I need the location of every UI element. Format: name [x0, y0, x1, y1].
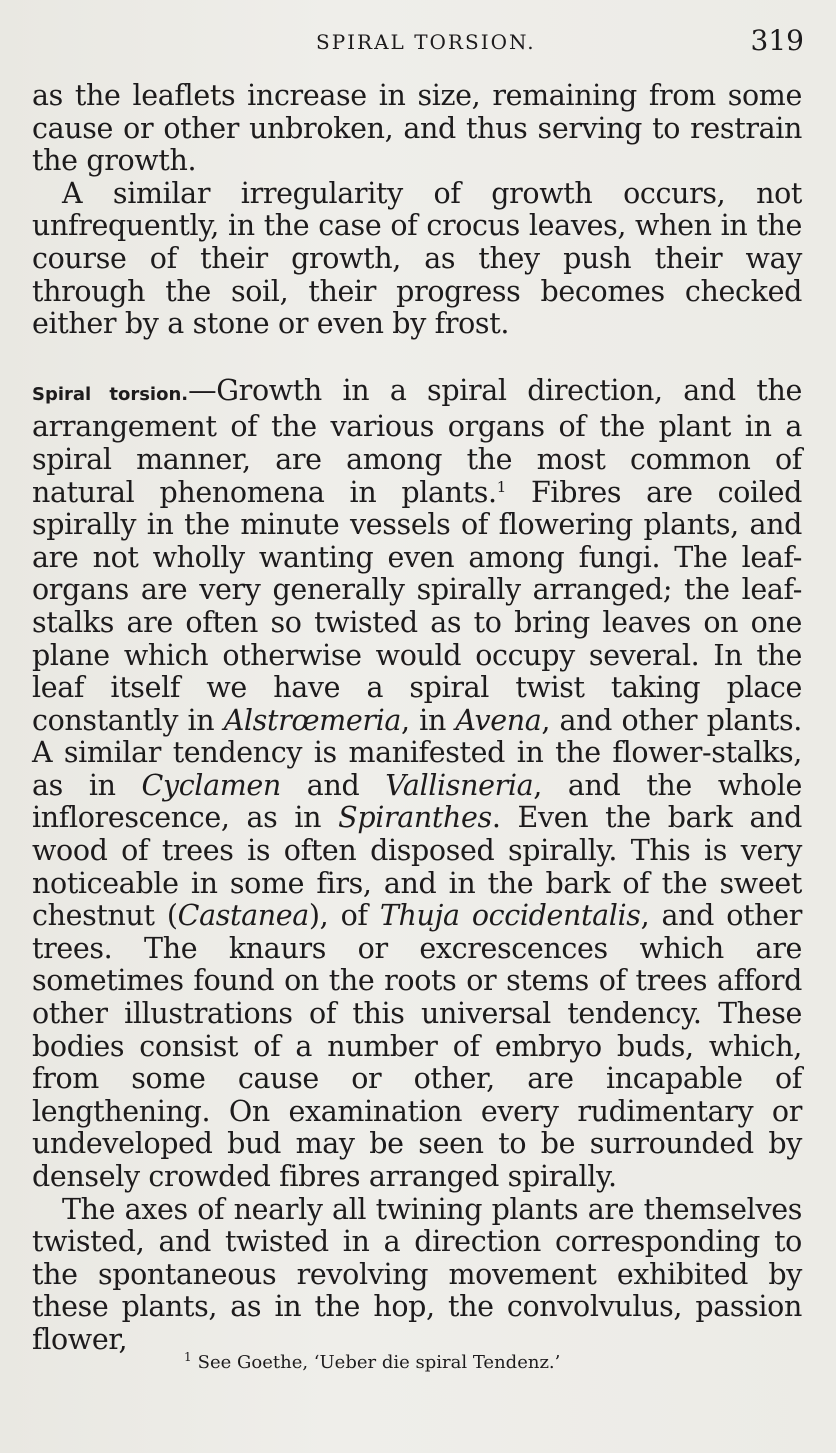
text-run: Fibres are coiled spirally in the minute vessels of flowering plants, and are not wholly wanting even among fungi. The leaf-organs are very generally spirally arranged; the leaf-stalks are often so twisted as to bring leaves on one plane which otherwise would occupy several. In the leaf itself we have a spiral twist taking place constantly in — [32, 475, 802, 737]
italic-term: Cyclamen — [141, 768, 281, 802]
text-run: , and the whole inflorescence, as in — [32, 768, 802, 835]
section-label: Spiral torsion. — [32, 383, 189, 405]
text-run: , and other plants. A similar tendency is manifested in the flower-stalks, as in — [32, 703, 802, 802]
italic-term: Spiranthes — [338, 801, 492, 835]
text-run: and — [280, 768, 386, 802]
footnote-text: See Goethe, ‘Ueber die spiral Tendenz.’ — [197, 1352, 561, 1373]
italic-term: Castanea — [177, 899, 309, 933]
text-run: , in — [401, 703, 456, 737]
text-run: , and other trees. The knaurs or excrescences which are sometimes found on the roots or stems of trees afford other illustrations of this universal tendency. These bodies consist of a number of embryo buds, which, from some cause or other, are incapable of lengthening. On examination every rudimentary or undeveloped bud may be seen to be surrounded by densely crowded fibres arranged spirally. — [32, 899, 802, 1193]
italic-term: Thuja occidentalis — [379, 899, 641, 933]
paragraph-continuation: as the leaflets increase in size, remaining from some cause or other unbroken, and thus serving to restrain the growth. — [32, 79, 802, 178]
paragraph-crocus: A similar irregularity of growth occurs, not unfrequently, in the case of crocus leaves, when in the course of their growth, as they push their way through the soil, their progress becomes checked either by a stone or even by frost. — [32, 176, 802, 341]
running-title: SPIRAL TORSION. — [316, 30, 536, 54]
italic-term: Avena — [455, 703, 542, 737]
page-number: 319 — [750, 24, 804, 57]
footnote — [184, 1352, 560, 1373]
running-head — [0, 24, 836, 60]
text-run: ), of — [308, 899, 380, 933]
text-run: —Growth in a spiral direction, and the arrangement of the various organs of the plant in a spiral manner, are among the most common of natural phenomena in plants. — [32, 373, 803, 509]
paragraph-twining-plants: The axes of nearly all twining plants are themselves twisted, and twisted in a direction corresponding to the spontaneous revolving movement exhibited by these plants, as in the hop, the convolvulus, passion flower, — [32, 1192, 802, 1356]
footnote-reference: 1 — [496, 477, 506, 496]
text-run: . Even the bark and wood of trees is often disposed spirally. This is very noticeable in some firs, and in the bark of the sweet chestnut ( — [32, 801, 802, 933]
italic-term: Alstrœmeria — [223, 703, 402, 737]
paragraph-spiral-torsion — [32, 375, 802, 1194]
body-text — [32, 80, 802, 1357]
footnote-marker: 1 — [184, 1350, 192, 1364]
italic-term: Vallisneria — [385, 768, 534, 802]
